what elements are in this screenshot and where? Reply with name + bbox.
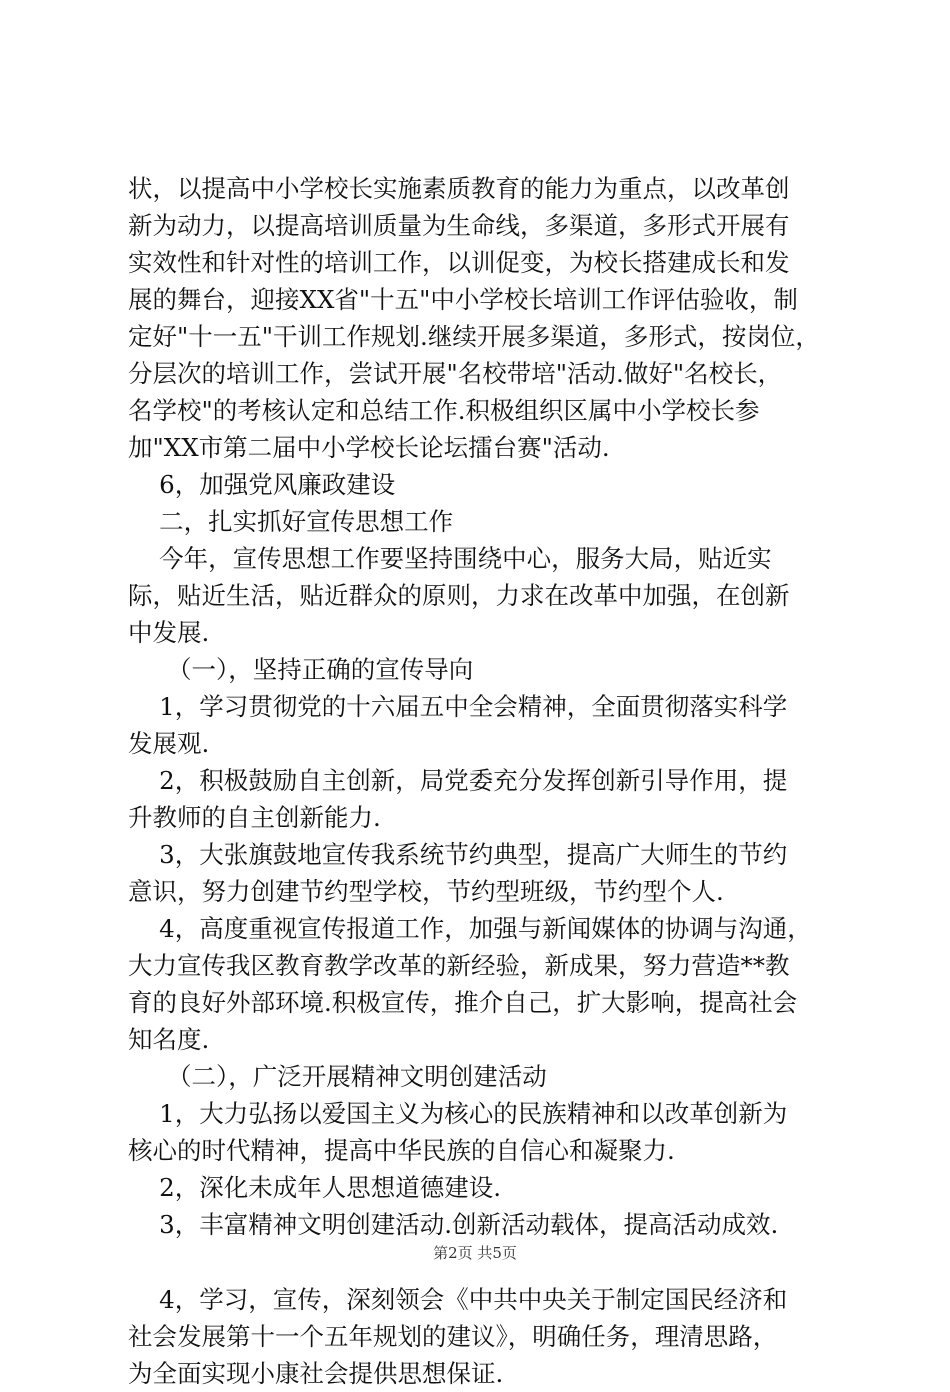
text-line: 核心的时代精神，提高中华民族的自信心和凝聚力.: [128, 1136, 675, 1165]
text-line: 知名度.: [128, 1025, 210, 1054]
section-heading: 二，扎实抓好宣传思想工作: [128, 507, 454, 536]
text-line: 3，大张旗鼓地宣传我系统节约典型，提高广大师生的节约: [128, 840, 788, 869]
document-body: [128, 170, 828, 1392]
text-line: 2，积极鼓励自主创新，局党委充分发挥创新引导作用，提: [128, 766, 788, 795]
text-line: 育的良好外部环境.积极宣传，推介自己，扩大影响，提高社会: [128, 988, 798, 1017]
text-line: 加"XX市第二届中小学校长论坛擂台赛"活动.: [128, 433, 610, 462]
text-line: 社会发展第十一个五年规划的建议》，明确任务，理清思路，: [128, 1322, 778, 1351]
text-line: 2，深化未成年人思想道德建设.: [128, 1173, 502, 1202]
text-line: 际，贴近生活，贴近群众的原则，力求在改革中加强，在创新: [128, 581, 790, 610]
page-number-footer: 第2页 共5页: [433, 1244, 517, 1262]
text-line: 大力宣传我区教育教学改革的新经验，新成果，努力营造**教: [128, 951, 790, 980]
subsection-heading: （一），坚持正确的宣传导向: [128, 655, 474, 684]
text-line: 4，学习，宣传，深刻领会《中共中央关于制定国民经济和: [128, 1285, 788, 1314]
text-line: 展的舞台，迎接XX省"十五"中小学校长培训工作评估验收，制: [128, 285, 798, 314]
subsection-heading: （二），广泛开展精神文明创建活动: [128, 1062, 547, 1091]
text-line: 中发展.: [128, 618, 210, 647]
text-line: 定好"十一五"干训工作规划.继续开展多渠道，多形式，按岗位，: [128, 322, 820, 351]
section-heading: 6，加强党风廉政建设: [128, 470, 396, 499]
text-line: 名学校"的考核认定和总结工作.积极组织区属中小学校长参: [128, 396, 760, 425]
text-line: 实效性和针对性的培训工作，以训促变，为校长搭建成长和发: [128, 248, 790, 277]
text-line: 升教师的自主创新能力.: [128, 803, 381, 832]
text-line: 1，大力弘扬以爱国主义为核心的民族精神和以改革创新为: [128, 1099, 788, 1128]
text-line: 意识，努力创建节约型学校，节约型班级，节约型个人.: [128, 877, 724, 906]
text-line: 1，学习贯彻党的十六届五中全会精神，全面贯彻落实科学: [128, 692, 788, 721]
text-line: 状，以提高中小学校长实施素质教育的能力为重点，以改革创: [128, 174, 790, 203]
text-line: 为全面实现小康社会提供思想保证.: [128, 1359, 504, 1388]
text-line: 今年，宣传思想工作要坚持围绕中心，服务大局，贴近实: [128, 544, 772, 573]
text-line: 3，丰富精神文明创建活动.创新活动载体，提高活动成效.: [128, 1210, 779, 1239]
text-line: 4，高度重视宣传报道工作，加强与新闻媒体的协调与沟通，: [128, 914, 812, 943]
text-line: 分层次的培训工作，尝试开展"名校带培"活动.做好"名校长，: [128, 359, 783, 388]
text-line: 新为动力，以提高培训质量为生命线，多渠道，多形式开展有: [128, 211, 790, 240]
text-line: 发展观.: [128, 729, 210, 758]
